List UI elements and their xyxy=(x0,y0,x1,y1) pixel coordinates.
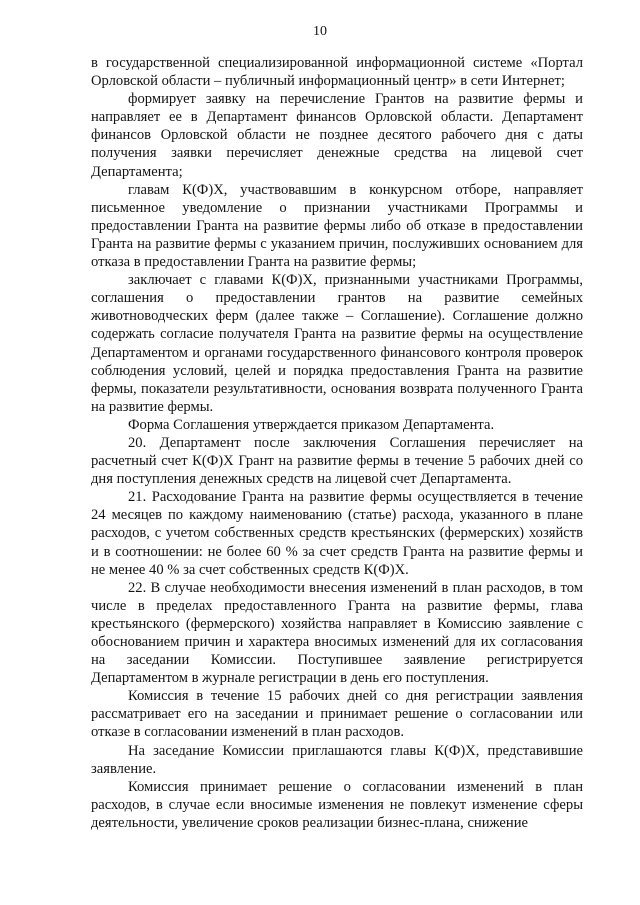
paragraph-item-22: 22. В случае необходимости внесения изменений в план расходов, в том числе в пределах предоставленного Гранта на развитие фермы, глава крестьянского (фермерского) хозяйства направляет в Комиссию заявление с обоснованием причин и характера вносимых изменений для их согласования на заседании Комиссии. Поступившее заявление регистрируется Департаментом в журнале регистрации в день его поступления. xyxy=(91,579,583,687)
paragraph-item-20: 20. Департамент после заключения Соглашения перечисляет на расчетный счет К(Ф)Х Грант на развитие фермы в течение 5 рабочих дней со дня поступления денежных средств на лицевой счет Департамента. xyxy=(91,434,583,488)
paragraph-agreement: заключает с главами К(Ф)Х, признанными участниками Программы, соглашения о предоставлении грантов на развитие семейных животноводческих ферм (далее также – Соглашение). Соглашение должно содержать согласие получателя Гранта на развитие фермы на осуществление Департаментом и органами государственного финансового контроля проверок соблюдения условий, целей и порядка предоставления Гранта на развитие фермы, показатели результативности, основания возврата полученного Гранта на развитие фермы. xyxy=(91,272,583,415)
paragraph-portal-continuation: в государственной специализированной информационной системе «Портал Орловской области – публичный информационный центр» в сети Интернет; xyxy=(91,55,583,90)
paragraph-commission-decision: Комиссия принимает решение о согласовании изменений в план расходов, в случае если вносимые изменения не повлекут изменение сферы деятельности, увеличение сроков реализации бизнес-плана, снижение xyxy=(91,778,583,831)
paragraph-agreement-form: Форма Соглашения утверждается приказом Департамента. xyxy=(128,416,495,433)
page-number: 10 xyxy=(313,24,327,39)
paragraph-commission-invite: На заседание Комиссии приглашаются главы К(Ф)Х, представившие заявление. xyxy=(91,742,583,777)
paragraph-item-21: 21. Расходование Гранта на развитие фермы осуществляется в течение 24 месяцев по каждому наименованию (статье) расхода, указанного в плане расходов, с учетом собственных средств крестьянских (фермерских) хозяйств и в соотношении: не более 60 % за счет средств Гранта на развитие фермы и не менее 40 % за счет собственных средств К(Ф)Х. xyxy=(91,489,583,578)
document-body xyxy=(91,54,583,832)
paragraph-grant-request: формирует заявку на перечисление Грантов на развитие фермы и направляет ее в Департамент финансов Орловской области. Департамент финансов Орловской области не позднее десятого рабочего дня с даты получения заявки перечисляет денежные средства на лицевой счет Департамента; xyxy=(91,91,583,180)
paragraph-notification: главам К(Ф)Х, участвовавшим в конкурсном отборе, направляет письменное уведомление о признании участниками Программы и предоставлении Гранта на развитие фермы либо об отказе в предоставлении Гранта на развитие фермы с указанием причин, послуживших основанием для отказа в предоставлении Гранта на развитие фермы; xyxy=(91,181,583,271)
paragraph-commission-review: Комиссия в течение 15 рабочих дней со дня регистрации заявления рассматривает его на заседании и принимает решение о согласовании или отказе в согласовании изменений в план расходов. xyxy=(91,688,583,741)
